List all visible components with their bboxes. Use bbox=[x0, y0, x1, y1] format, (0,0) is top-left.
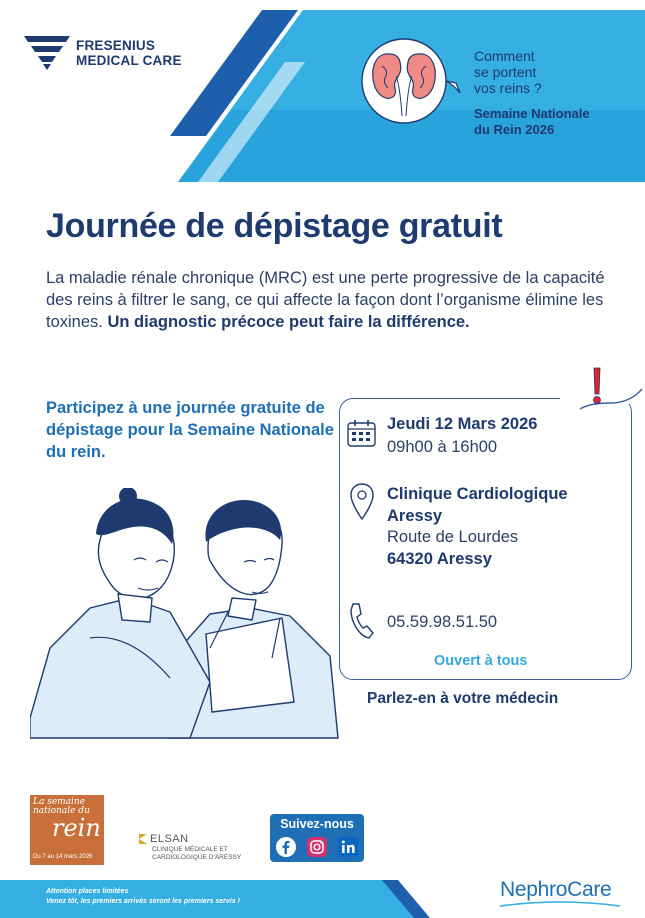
semaine-logo-word: rein bbox=[52, 814, 101, 842]
elsan-clinic-name: CLINIQUE MÉDICALE ET CARDIOLOGIQUE D’ARESSY bbox=[152, 846, 242, 861]
clinic-name bbox=[387, 483, 627, 527]
kidneys-icon bbox=[360, 36, 472, 126]
fresenius-logo-icon bbox=[22, 34, 72, 72]
patients-illustration bbox=[30, 488, 340, 740]
social-follow-box bbox=[270, 814, 364, 862]
brand-name bbox=[76, 38, 182, 68]
talk-to-doctor: Parlez-en à votre médecin bbox=[367, 690, 559, 707]
attention-notice bbox=[46, 887, 240, 907]
clinic-city: 64320 Aressy bbox=[387, 550, 492, 568]
exclamation-icon bbox=[586, 366, 606, 406]
brand-line-2: MEDICAL CARE bbox=[76, 53, 182, 68]
location-pin-icon bbox=[349, 482, 375, 522]
nephrocare-swoosh-icon bbox=[498, 900, 622, 910]
intro-emphasis: Un diagnostic précoce peut faire la différence. bbox=[107, 313, 470, 331]
elsan-logo-icon bbox=[137, 832, 149, 846]
question-line-2: se portent bbox=[474, 64, 537, 80]
event-date: Jeudi 12 Mars 2026 bbox=[387, 415, 538, 433]
clinic-line-1: Clinique Cardiologique bbox=[387, 485, 568, 503]
page-title: Journée de dépistage gratuit bbox=[46, 207, 503, 245]
semaine-logo-dates: Du 7 au 14 mars 2026 bbox=[33, 854, 93, 860]
calendar-icon bbox=[346, 418, 378, 448]
semaine-nationale-logo bbox=[30, 795, 104, 865]
elsan-name: ELSAN bbox=[150, 833, 189, 845]
question-line-3: vos reins ? bbox=[474, 80, 542, 96]
event-name bbox=[474, 106, 590, 138]
brand-line-1: FRESENIUS bbox=[76, 38, 156, 53]
nephrocare-logo bbox=[500, 878, 611, 902]
event-line-1: Semaine Nationale bbox=[474, 106, 590, 121]
intro-text: La maladie rénale chronique (MRC) est une perte progressive de la capacité des reins à filtrer le sang, ce qui affecte la façon dont l’organisme élimine les toxines. bbox=[46, 269, 605, 331]
attention-line-2: Venez tôt, les premiers arrivés seront les premiers servis ! bbox=[46, 898, 240, 905]
facebook-icon[interactable] bbox=[276, 837, 296, 857]
header-background bbox=[0, 0, 645, 182]
instagram-icon[interactable] bbox=[307, 837, 327, 857]
nephro-part-2: Care bbox=[567, 878, 612, 901]
nephro-part-1: Nephro bbox=[500, 878, 568, 901]
clinic-street: Route de Lourdes bbox=[387, 528, 519, 546]
clinic-line-2: Aressy bbox=[387, 507, 443, 525]
follow-label: Suivez-nous bbox=[280, 817, 354, 831]
event-hours: 09h00 à 16h00 bbox=[387, 438, 498, 456]
semaine-logo-text: La semaine nationale du bbox=[33, 797, 90, 816]
invitation-text: Participez à une journée gratuite de dépistage pour la Semaine Nationale du rein. bbox=[46, 399, 334, 461]
question-line-1: Comment bbox=[474, 48, 535, 64]
open-to-all: Ouvert à tous bbox=[434, 653, 528, 669]
event-line-2: du Rein 2026 bbox=[474, 122, 555, 137]
phone-number: 05.59.98.51.50 bbox=[387, 613, 498, 631]
intro-paragraph bbox=[46, 267, 606, 333]
attention-line-1: Attention places limitées bbox=[46, 888, 129, 895]
phone-icon bbox=[347, 602, 375, 640]
linkedin-icon[interactable] bbox=[338, 837, 358, 857]
kidney-question bbox=[474, 48, 542, 96]
